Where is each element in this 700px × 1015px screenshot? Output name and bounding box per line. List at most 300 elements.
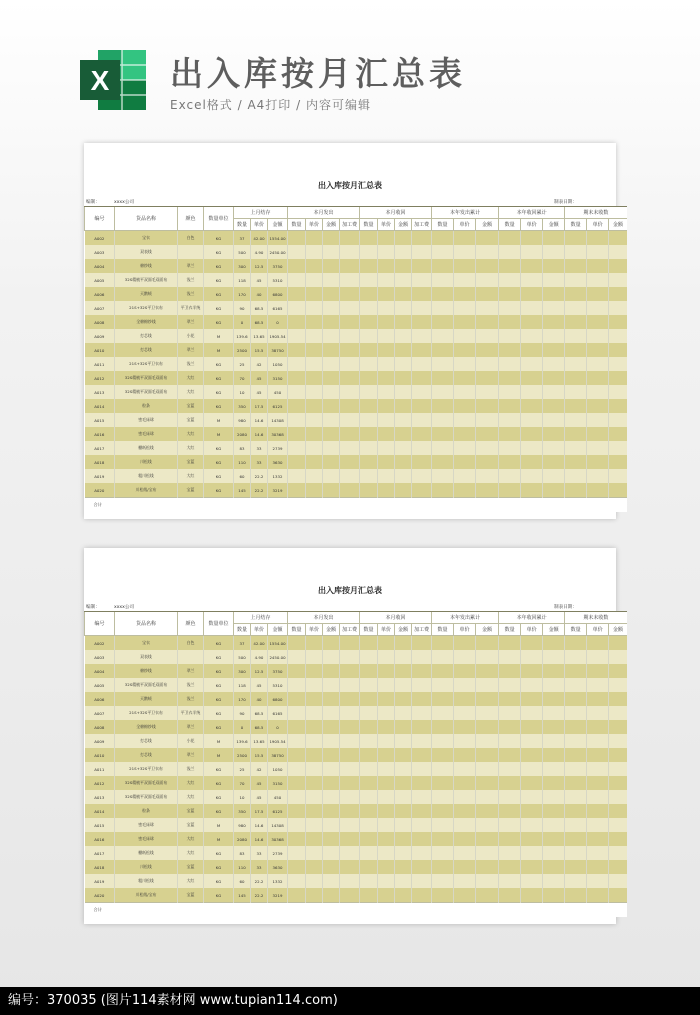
cell-color: 大红: [178, 874, 204, 888]
cell-price: 33: [251, 846, 268, 860]
subcol-g3-1: 单价: [454, 624, 476, 636]
cell-code: A019: [85, 469, 115, 483]
cell-empty: [476, 846, 499, 860]
cell-empty: [306, 455, 323, 469]
total-row: [85, 498, 627, 513]
cell-empty: [609, 804, 627, 818]
cell-empty: [306, 706, 323, 720]
cell-code: A003: [85, 245, 115, 259]
cell-code: A007: [85, 301, 115, 315]
cell-empty: [432, 734, 454, 748]
cell-empty: [565, 776, 587, 790]
cell-empty: [587, 790, 609, 804]
subcol-g0-1: 单价: [251, 624, 268, 636]
cell-empty: [395, 748, 412, 762]
cell-empty: [587, 245, 609, 259]
table-row: [85, 371, 627, 385]
cell-empty: [609, 441, 627, 455]
cell-empty: [360, 720, 378, 734]
cell-empty: [543, 273, 565, 287]
cell-empty: [543, 846, 565, 860]
cell-qty: 980: [234, 413, 251, 427]
table-row: [85, 888, 627, 903]
cell-empty: [609, 259, 627, 273]
cell-empty: [395, 720, 412, 734]
cell-empty: [306, 483, 323, 498]
cell-empty: [565, 329, 587, 343]
group-year-in: 本年收回累计: [499, 612, 565, 624]
cell-empty: [565, 888, 587, 903]
cell-empty: [395, 692, 412, 706]
cell-empty: [306, 357, 323, 371]
cell-empty: [587, 846, 609, 860]
cell-unit: M: [204, 748, 234, 762]
cell-empty: [543, 427, 565, 441]
cell-name: 棚纸松线: [115, 846, 178, 860]
cell-amount: 3630: [268, 860, 288, 874]
cell-empty: [395, 832, 412, 846]
cell-empty: [499, 748, 521, 762]
cell-empty: [288, 385, 306, 399]
cell-empty: [499, 692, 521, 706]
cell-empty: [360, 860, 378, 874]
cell-color: 翠兰: [178, 664, 204, 678]
cell-price: 17.5: [251, 804, 268, 818]
cell-amount: 3750: [268, 664, 288, 678]
cell-empty: [521, 245, 543, 259]
cell-empty: [340, 441, 360, 455]
table-row: [85, 385, 627, 399]
cell-empty: [609, 301, 627, 315]
cell-name: 川松线/宝布: [115, 483, 178, 498]
cell-code: A007: [85, 706, 115, 720]
subcol-g3-2: 金额: [476, 624, 499, 636]
cell-qty: 10: [234, 385, 251, 399]
cell-empty: [609, 832, 627, 846]
cell-empty: [499, 776, 521, 790]
cell-empty: [360, 399, 378, 413]
cell-empty: [340, 399, 360, 413]
cell-qty: 2500: [234, 748, 251, 762]
cell-empty: [288, 692, 306, 706]
cell-price: 17.5: [251, 399, 268, 413]
cell-unit: KG: [204, 874, 234, 888]
cell-empty: [587, 720, 609, 734]
cell-empty: [587, 748, 609, 762]
cell-empty: [432, 399, 454, 413]
cell-empty: [587, 678, 609, 692]
cell-empty: [288, 301, 306, 315]
cell-price: 45: [251, 678, 268, 692]
cell-name: 32S精梳平双面毛双面布: [115, 273, 178, 287]
cell-empty: [360, 832, 378, 846]
cell-price: 22.2: [251, 874, 268, 888]
cell-empty: [395, 427, 412, 441]
cell-empty: [476, 664, 499, 678]
table-row: [85, 846, 627, 860]
cell-amount: 14308: [268, 818, 288, 832]
cell-empty: [340, 287, 360, 301]
cell-price: 15.5: [251, 343, 268, 357]
cell-empty: [521, 357, 543, 371]
cell-empty: [521, 385, 543, 399]
cell-empty: [565, 441, 587, 455]
cell-empty: [543, 706, 565, 720]
subcol-g4-1: 单价: [521, 624, 543, 636]
cell-empty: [587, 329, 609, 343]
cell-empty: [454, 469, 476, 483]
cell-empty: [378, 301, 395, 315]
cell-empty: [395, 371, 412, 385]
cell-empty: [587, 804, 609, 818]
cell-empty: [306, 804, 323, 818]
cell-empty: [360, 329, 378, 343]
cell-code: A005: [85, 678, 115, 692]
cell-empty: [412, 357, 432, 371]
subcol-g1-1: 单价: [306, 219, 323, 231]
cell-amount: 3750: [268, 259, 288, 273]
table-body: [85, 231, 627, 513]
table-row: [85, 860, 627, 874]
cell-code: A017: [85, 846, 115, 860]
cell-name: 密毛床球: [115, 413, 178, 427]
cell-qty: 300: [234, 259, 251, 273]
cell-empty: [288, 650, 306, 664]
cell-qty: 170: [234, 692, 251, 706]
cell-empty: [288, 846, 306, 860]
cell-empty: [521, 469, 543, 483]
cell-amount: 1050: [268, 357, 288, 371]
cell-empty: [306, 720, 323, 734]
subcol-g1-2: 金额: [323, 219, 340, 231]
table-row: [85, 678, 627, 692]
cell-price: 45: [251, 371, 268, 385]
cell-empty: [378, 706, 395, 720]
cell-name: 天鹅绒: [115, 692, 178, 706]
cell-empty: [454, 231, 476, 246]
subcol-g2-2: 金额: [395, 219, 412, 231]
cell-empty: [521, 273, 543, 287]
cell-empty: [476, 818, 499, 832]
col-color: 颜色: [178, 612, 204, 636]
cell-empty: [499, 888, 521, 903]
cell-unit: KG: [204, 245, 234, 259]
cell-code: A014: [85, 804, 115, 818]
cell-empty: [499, 846, 521, 860]
cell-empty: [609, 231, 627, 246]
cell-empty: [543, 734, 565, 748]
cell-name: 32S精梳平双面毛双面布: [115, 371, 178, 385]
company-name: xxxx公司: [114, 605, 135, 610]
cell-empty: [360, 762, 378, 776]
cell-empty: [609, 762, 627, 776]
cell-amount: 30368: [268, 832, 288, 846]
cell-empty: [412, 692, 432, 706]
cell-color: 翠兰: [178, 315, 204, 329]
cell-empty: [454, 706, 476, 720]
cell-empty: [521, 762, 543, 776]
cell-empty: [378, 245, 395, 259]
cell-empty: [454, 483, 476, 498]
cell-code: A016: [85, 427, 115, 441]
cell-empty: [360, 441, 378, 455]
cell-empty: [432, 650, 454, 664]
cell-empty: [454, 846, 476, 860]
table-row: [85, 636, 627, 651]
cell-empty: [306, 664, 323, 678]
cell-empty: [587, 874, 609, 888]
cell-color: 浅兰: [178, 273, 204, 287]
cell-empty: [609, 776, 627, 790]
cell-empty: [587, 888, 609, 903]
cell-empty: [378, 231, 395, 246]
cell-price: 42: [251, 762, 268, 776]
cell-empty: [323, 860, 340, 874]
cell-price: 33: [251, 455, 268, 469]
sheet-title: 出入库按月汇总表: [318, 586, 382, 595]
cell-empty: [609, 678, 627, 692]
cell-empty: [432, 818, 454, 832]
cell-price: 68.5: [251, 301, 268, 315]
subcol-g0-0: 数量: [234, 219, 251, 231]
cell-empty: [323, 413, 340, 427]
cell-empty: [288, 776, 306, 790]
cell-empty: [521, 776, 543, 790]
cell-empty: [499, 832, 521, 846]
header: [0, 0, 700, 130]
cell-empty: [587, 371, 609, 385]
cell-empty: [340, 371, 360, 385]
cell-empty: [454, 636, 476, 651]
cell-price: 12.5: [251, 664, 268, 678]
cell-empty: [543, 357, 565, 371]
cell-empty: [412, 301, 432, 315]
cell-unit: KG: [204, 301, 234, 315]
col-code: 编号: [85, 612, 115, 636]
cell-empty: [521, 748, 543, 762]
cell-empty: [288, 664, 306, 678]
cell-name: 粒条: [115, 804, 178, 818]
cell-empty: [587, 231, 609, 246]
cell-empty: [395, 357, 412, 371]
cell-code: A004: [85, 664, 115, 678]
cell-empty: [565, 636, 587, 651]
table-row: [85, 832, 627, 846]
cell-empty: [476, 455, 499, 469]
cell-empty: [432, 371, 454, 385]
cell-empty: [609, 706, 627, 720]
cell-empty: [565, 846, 587, 860]
cell-empty: [609, 385, 627, 399]
cell-empty: [565, 664, 587, 678]
cell-empty: [395, 664, 412, 678]
cell-empty: [412, 706, 432, 720]
cell-empty: [609, 888, 627, 903]
cell-color: 大红: [178, 846, 204, 860]
cell-empty: [360, 273, 378, 287]
cell-empty: [378, 762, 395, 776]
cell-empty: [306, 636, 323, 651]
cell-code: A018: [85, 455, 115, 469]
cell-empty: [395, 483, 412, 498]
cell-empty: [499, 399, 521, 413]
cell-amount: 2739: [268, 441, 288, 455]
cell-empty: [306, 259, 323, 273]
cell-empty: [476, 245, 499, 259]
cell-empty: [340, 385, 360, 399]
cell-empty: [476, 790, 499, 804]
cell-empty: [323, 804, 340, 818]
cell-price: 22.2: [251, 469, 268, 483]
cell-empty: [432, 706, 454, 720]
company-name: xxxx公司: [114, 200, 135, 205]
subcol-g3-0: 数量: [432, 219, 454, 231]
table-row: [85, 469, 627, 483]
cell-empty: [543, 860, 565, 874]
cell-empty: [340, 427, 360, 441]
table-row: [85, 804, 627, 818]
cell-empty: [340, 413, 360, 427]
cell-color: [178, 650, 204, 664]
cell-code: A015: [85, 413, 115, 427]
cell-empty: [432, 427, 454, 441]
cell-empty: [454, 399, 476, 413]
cell-unit: M: [204, 427, 234, 441]
cell-empty: [360, 315, 378, 329]
cell-code: A014: [85, 399, 115, 413]
cell-empty: [306, 692, 323, 706]
cell-color: 白色: [178, 636, 204, 651]
cell-empty: [378, 483, 395, 498]
cell-qty: 0: [234, 315, 251, 329]
cell-unit: KG: [204, 455, 234, 469]
cell-empty: [476, 231, 499, 246]
cell-empty: [323, 399, 340, 413]
cell-empty: [543, 385, 565, 399]
cell-qty: 300: [234, 664, 251, 678]
cell-code: A006: [85, 287, 115, 301]
cell-empty: [378, 888, 395, 903]
cell-empty: [587, 832, 609, 846]
cell-empty: [340, 469, 360, 483]
cell-unit: M: [204, 818, 234, 832]
cell-empty: [565, 315, 587, 329]
cell-empty: [454, 245, 476, 259]
cell-empty: [306, 832, 323, 846]
cell-empty: [454, 413, 476, 427]
cell-empty: [565, 860, 587, 874]
table-row: [85, 664, 627, 678]
cell-empty: [587, 860, 609, 874]
cell-empty: [360, 804, 378, 818]
cell-empty: [306, 818, 323, 832]
subcol-g3-2: 金额: [476, 219, 499, 231]
cell-empty: [499, 874, 521, 888]
cell-empty: [378, 455, 395, 469]
cell-empty: [543, 455, 565, 469]
col-color: 颜色: [178, 207, 204, 231]
cell-empty: [432, 874, 454, 888]
cell-empty: [432, 301, 454, 315]
cell-empty: [395, 860, 412, 874]
table-row: [85, 650, 627, 664]
cell-unit: M: [204, 413, 234, 427]
cell-price: 42: [251, 357, 268, 371]
cell-empty: [288, 273, 306, 287]
cell-empty: [454, 776, 476, 790]
cell-empty: [454, 385, 476, 399]
cell-empty: [340, 734, 360, 748]
cell-price: 4.90: [251, 245, 268, 259]
cell-empty: [360, 888, 378, 903]
cell-color: 小花: [178, 734, 204, 748]
cell-empty: [609, 720, 627, 734]
cell-empty: [476, 343, 499, 357]
cell-empty: [432, 259, 454, 273]
cell-empty: [288, 343, 306, 357]
cell-empty: [454, 678, 476, 692]
cell-empty: [565, 231, 587, 246]
table-row: [85, 357, 627, 371]
cell-empty: [378, 315, 395, 329]
unit-label: 编制：: [86, 605, 100, 610]
cell-unit: KG: [204, 441, 234, 455]
cell-name: 32S精梳平双面毛双面布: [115, 678, 178, 692]
cell-empty: [432, 832, 454, 846]
cell-unit: KG: [204, 385, 234, 399]
cell-empty: [499, 469, 521, 483]
cell-empty: [543, 748, 565, 762]
cell-qty: 2500: [234, 343, 251, 357]
cell-price: 40: [251, 287, 268, 301]
cell-qty: 139.6: [234, 329, 251, 343]
subcol-g2-3: 加工费: [412, 219, 432, 231]
cell-empty: [454, 762, 476, 776]
cell-empty: [288, 287, 306, 301]
cell-empty: [340, 762, 360, 776]
cell-empty: [476, 441, 499, 455]
cell-price: 68.5: [251, 720, 268, 734]
cell-empty: [476, 762, 499, 776]
cell-empty: [499, 762, 521, 776]
cell-qty: 118: [234, 678, 251, 692]
table-row: [85, 245, 627, 259]
cell-empty: [521, 818, 543, 832]
cell-qty: 37: [234, 231, 251, 246]
cell-price: 45: [251, 776, 268, 790]
table-header: [85, 207, 627, 231]
cell-empty: [587, 734, 609, 748]
subcol-g0-2: 金额: [268, 219, 288, 231]
cell-unit: KG: [204, 678, 234, 692]
cell-empty: [565, 734, 587, 748]
cell-empty: [499, 301, 521, 315]
cell-empty: [395, 399, 412, 413]
cell-empty: [378, 692, 395, 706]
cell-empty: [587, 776, 609, 790]
table-row: [85, 692, 627, 706]
cell-color: 翠兰: [178, 720, 204, 734]
cell-empty: [521, 483, 543, 498]
table-row: [85, 748, 627, 762]
cell-amount: 3150: [268, 776, 288, 790]
cell-amount: 2450.00: [268, 650, 288, 664]
cell-empty: [476, 301, 499, 315]
table-row: [85, 427, 627, 441]
cell-empty: [395, 315, 412, 329]
cell-color: 宝蓝: [178, 888, 204, 903]
cell-price: 45: [251, 385, 268, 399]
